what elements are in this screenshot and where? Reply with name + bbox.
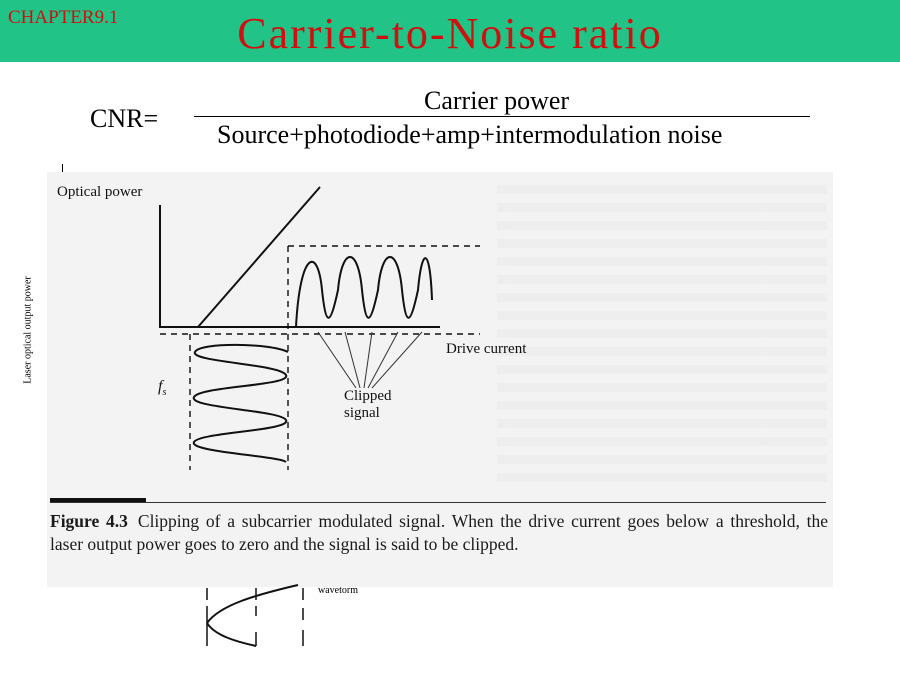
laser-characteristic-line [198,187,320,327]
pointer-line-1 [318,332,356,388]
caption-rule [50,502,826,503]
waveform-label: wavetorm [318,585,358,596]
slide-title: Carrier-to-Noise ratio [237,9,663,58]
fs-subscript: s [162,387,167,399]
formula-numerator: Carrier power [424,86,570,115]
optical-power-label: Optical power [57,184,143,200]
caption-number: Figure 4.3 [50,511,128,531]
input-drive-waveform [194,345,288,462]
clipped-label: Clipped [344,388,392,404]
pointer-line-5 [372,332,422,388]
side-axis-label: Laser optical output power [22,276,34,384]
clipped-output-waveform [296,257,432,327]
small-waveform-lower [207,623,256,646]
caption-text: Clipping of a subcarrier modulated signal. When the drive current goes below a threshold, the laser output power goes to zero and the signal is said to be clipped. [50,511,828,554]
drive-current-label: Drive current [446,341,527,357]
pointer-line-3 [364,332,372,388]
pointer-line-4 [368,332,398,388]
formula-lhs: CNR= [90,104,159,133]
chapter-label: CHAPTER9.1 [8,7,119,28]
pointer-line-2 [345,332,360,388]
fs-label: $f_s$ [158,378,167,399]
figure-caption [50,510,828,556]
formula-denominator: Source+photodiode+amp+intermodulation noise [217,120,723,149]
signal-label: signal [344,405,380,421]
small-waveform-curve [207,585,298,623]
